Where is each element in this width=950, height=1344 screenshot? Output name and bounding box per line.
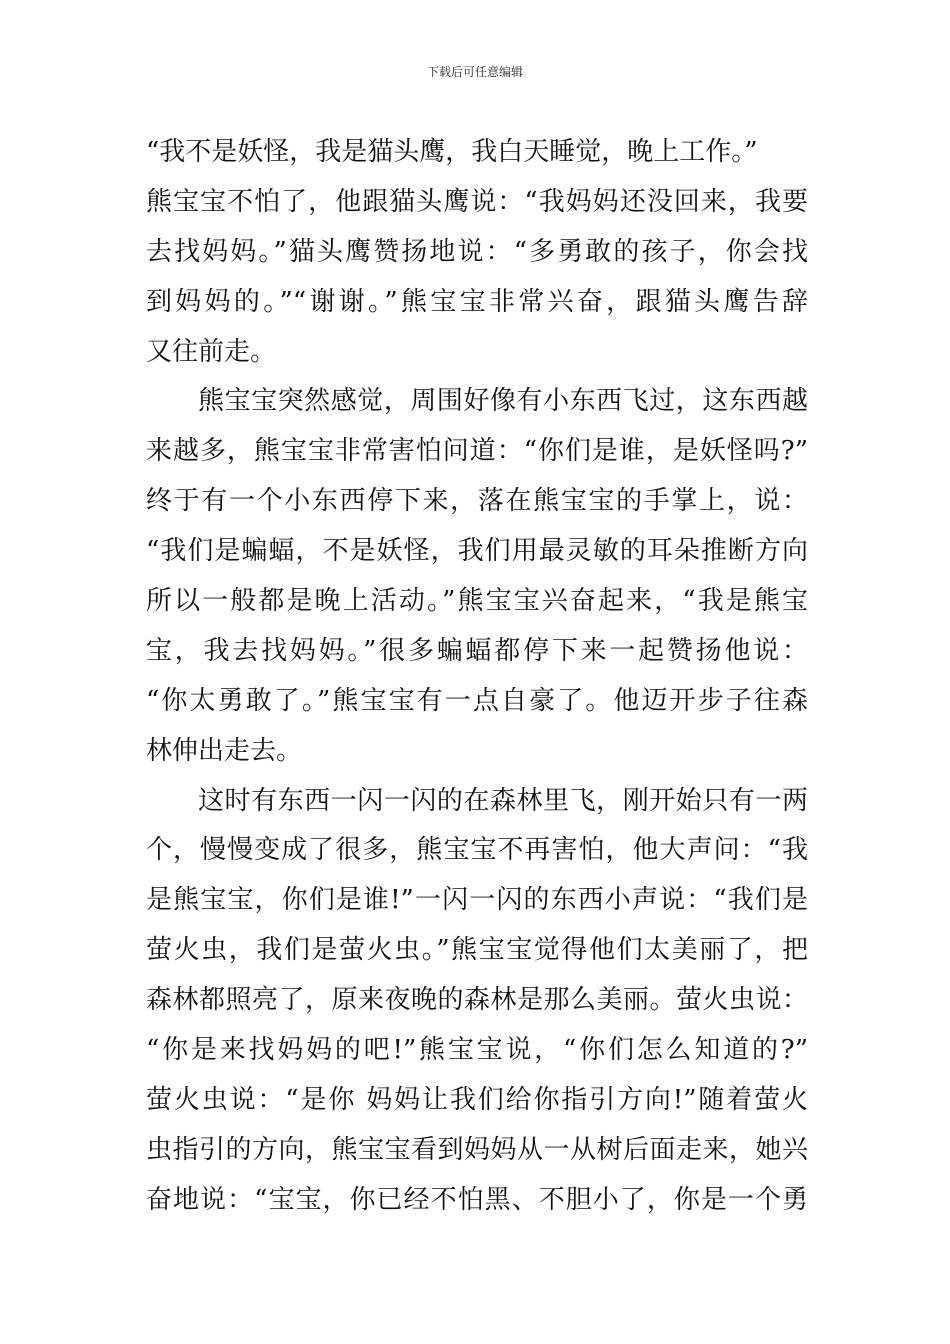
text-line: “你太勇敢了。”熊宝宝有一点自豪了。他迈开步子往森 [146,685,808,716]
text-line: “我们是蝙蝠，不是妖怪，我们用最灵敏的耳朵推断方向 [146,536,808,567]
text-line: 来越多，熊宝宝非常害怕问道：“你们是谁，是妖怪吗?” [146,436,808,467]
text-line: 又往前走。 [146,336,277,367]
text-line: 森林都照亮了，原来夜晚的森林是那么美丽。萤火虫说： [146,985,808,1016]
text-line: 萤火虫说：“是你 妈妈让我们给你指引方向!”随着萤火 [146,1084,808,1115]
text-line: 宝，我去找妈妈。”很多蝙蝠都停下来一起赞扬他说： [146,635,808,666]
text-line: 熊宝宝突然感觉，周围好像有小东西飞过，这东西越 [198,386,808,417]
text-line: 虫指引的方向，熊宝宝看到妈妈从一从树后面走来，她兴 [146,1134,808,1165]
text-line: 奋地说：“宝宝，你已经不怕黑、不胆小了，你是一个勇 [146,1184,808,1215]
story-text [146,128,808,1226]
text-line: 所以一般都是晚上活动。”熊宝宝兴奋起来，“我是熊宝 [146,586,808,617]
page-header: 下载后可任意编辑 [426,65,523,79]
text-line: 这时有东西一闪一闪的在森林里飞，刚开始只有一两 [198,785,808,816]
text-line: 个，慢慢变成了很多，熊宝宝不再害怕，他大声问：“我 [146,835,808,866]
text-line: 萤火虫，我们是萤火虫。”熊宝宝觉得他们太美丽了，把 [146,935,808,966]
text-line: 去找妈妈。”猫头鹰赞扬地说：“多勇敢的孩子，你会找 [146,236,808,267]
text-line: 林伸出走去。 [146,735,303,766]
text-line: 到妈妈的。”“谢谢。”熊宝宝非常兴奋，跟猫头鹰告辞 [146,286,808,317]
text-line: 是熊宝宝，你们是谁!”一闪一闪的东西小声说：“我们是 [146,885,808,916]
text-line: “你是来找妈妈的吧!”熊宝宝说，“你们怎么知道的?” [146,1035,808,1066]
text-line: “我不是妖怪，我是猫头鹰，我白天睡觉，晚上工作。” [146,137,758,167]
text-line: 熊宝宝不怕了，他跟猫头鹰说：“我妈妈还没回来，我要 [146,186,808,217]
text-line: 终于有一个小东西停下来，落在熊宝宝的手掌上，说： [146,486,808,517]
